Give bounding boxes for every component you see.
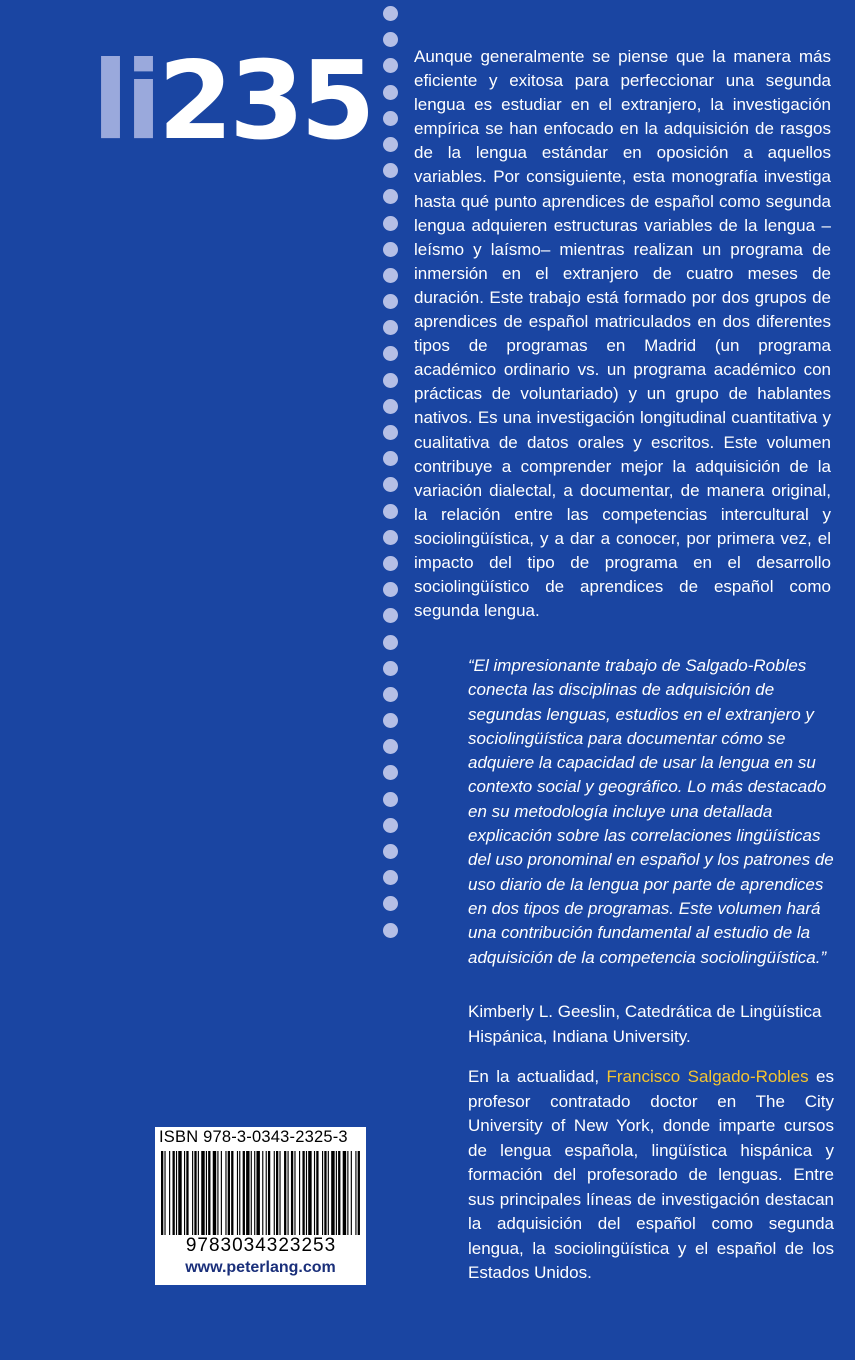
decorative-dot [383,189,398,204]
decorative-dot [383,451,398,466]
barcode-bar [225,1151,226,1235]
barcode-bar [256,1151,259,1235]
barcode-bar [351,1151,352,1235]
barcode-bar [316,1151,318,1235]
barcode-digits: 9783034323253 [185,1235,337,1256]
decorative-dot [383,818,398,833]
barcode-bar [306,1151,307,1235]
decorative-dot [383,608,398,623]
series-prefix: li [92,39,159,164]
barcode-bar [291,1151,293,1235]
endorsement-quote: “El impresionante trabajo de Salgado-Robles conecta las disciplinas de adquisición de segundas lenguas, estudios en el extranjero y sociolingüística para documentar cómo se adquiere la capacidad de usar la lengua en su contexto social y geográfico. Lo más destacado en su metodología incluye una detallada explicación sobre las correlaciones lingüísticas del uso pronominal en español y los patrones de uso diario de la lengua por parte de aprendices en dos tipos de programas. Este volumen hará una contribución fundamental al estudio de la adquisición de la competencia sociolingüística.” [468,656,834,967]
barcode-bar [336,1151,337,1235]
barcode-bar [279,1151,280,1235]
barcode-bar [198,1151,199,1235]
barcode-bar [322,1151,323,1235]
decorative-dot [383,32,398,47]
barcode-bar [299,1151,300,1235]
decorative-dot [383,896,398,911]
barcode-bar [262,1151,263,1235]
decorative-dot [383,765,398,780]
barcode-bar [206,1151,207,1235]
barcode-bar [192,1151,193,1235]
series-number: 235 [158,39,372,164]
decorative-dot [383,844,398,859]
decorative-dot [383,556,398,571]
decorative-dot [383,373,398,388]
barcode-bar [288,1151,289,1235]
barcode-bar [246,1151,249,1235]
barcode-bar [208,1151,210,1235]
barcode-bar [237,1151,238,1235]
barcode-bar [268,1151,270,1235]
barcode-bar [176,1151,177,1235]
barcode-bar [347,1151,348,1235]
decorative-dot [383,85,398,100]
decorative-dot [383,661,398,676]
barcode-bar [184,1151,185,1235]
isbn-label: ISBN 978-3-0343-2325-3 [159,1128,348,1146]
decorative-dot-column [383,6,399,949]
decorative-dot [383,504,398,519]
barcode-bar [276,1151,278,1235]
decorative-dot [383,713,398,728]
barcode-bar [201,1151,204,1235]
barcode-bar [308,1151,311,1235]
barcode-bar [284,1151,286,1235]
decorative-dot [383,6,398,21]
barcode-bar [266,1151,267,1235]
bio-text: es profesor contratado doctor en The City University of New York, donde imparte cursos de lengua española, lingüística hispánica y formación del profesorado de lenguas. Entre sus principales líneas de investigación destacan la adquisición del español como segunda lengua, la sociolingüística y el español de los Estados Unidos. [468,1067,834,1282]
author-bio [468,1065,834,1286]
barcode-bar [221,1151,222,1235]
barcode-block [155,1127,366,1285]
barcode-bar [169,1151,170,1235]
decorative-dot [383,923,398,938]
decorative-dot [383,635,398,650]
barcode-bar [178,1151,181,1235]
barcode-bar [194,1151,196,1235]
decorative-dot [383,792,398,807]
barcode-bar [251,1151,252,1235]
decorative-dot [383,870,398,885]
barcode-bar [173,1151,175,1235]
author-name: Francisco Salgado-Robles [606,1067,809,1086]
barcode-bar [302,1151,304,1235]
barcode-bar [243,1151,245,1235]
barcode-bar [161,1151,163,1235]
barcode-bar [231,1151,233,1235]
barcode-bar [239,1151,240,1235]
barcode-bar [338,1151,340,1235]
decorative-dot [383,320,398,335]
decorative-dot [383,58,398,73]
barcode-bar [164,1151,165,1235]
decorative-dot [383,687,398,702]
barcode-bar [254,1151,255,1235]
decorative-dot [383,739,398,754]
barcode-bar [328,1151,329,1235]
barcode-bars [159,1151,362,1237]
barcode-bar [213,1151,216,1235]
decorative-dot [383,530,398,545]
decorative-dot [383,242,398,257]
publisher-url: www.peterlang.com [185,1259,336,1276]
book-description: Aunque generalmente se piense que la manera más eficiente y exitosa para perfeccionar una segunda lengua es estudiar en el extranjero, la investigación empírica se han enfocado en la adquisición de rasgos de la lengua estándar en oposición a aquellos variables. Por consiguiente, esta monografía investiga hasta qué punto aprendices de español como segunda lengua adquieren estructuras variables de la lengua –leísmo y laísmo– mientras realizan un programa de inmersión en el extranjero de cuatro meses de duración. Este trabajo está formado por dos grupos de aprendices de español matriculados en dos diferentes tipos de programas en Madrid (un programa académico ordinario vs. un programa académico con prácticas de voluntariado) y un grupo de hablantes nativos. Es una investigación longitudinal cuantitativa y cualitativa de datos orales y escritos. Este volumen contribuye a comprender mejor la adquisición de la variación dialectal, a documentar, de manera original, la relación entre las competencias intercultural y sociolingüística, y a dar a conocer, por primera vez, el impacto del tipo de programa en el desarrollo sociolingüístico de aprendices de español como segunda lengua. [414,47,831,621]
barcode-bar [228,1151,230,1235]
barcode-bar [355,1151,356,1235]
bio-prefix: En la actualidad, [468,1067,600,1086]
barcode-bar [294,1151,295,1235]
barcode-bar [331,1151,334,1235]
barcode-bar [358,1151,360,1235]
barcode-bar [314,1151,315,1235]
barcode-bar [186,1151,188,1235]
decorative-dot [383,163,398,178]
endorsement-attribution: Kimberly L. Geeslin, Catedrática de Lingüística Hispánica, Indiana University. [468,1002,822,1046]
decorative-dot [383,268,398,283]
barcode-bar [217,1151,218,1235]
barcode-bar [343,1151,346,1235]
barcode-bar [324,1151,326,1235]
decorative-dot [383,582,398,597]
decorative-dot [383,111,398,126]
decorative-dot [383,399,398,414]
decorative-dot [383,425,398,440]
series-logo [92,39,372,164]
decorative-dot [383,216,398,231]
decorative-dot [383,477,398,492]
barcode-bar [274,1151,275,1235]
decorative-dot [383,137,398,152]
decorative-dot [383,294,398,309]
decorative-dot [383,346,398,361]
